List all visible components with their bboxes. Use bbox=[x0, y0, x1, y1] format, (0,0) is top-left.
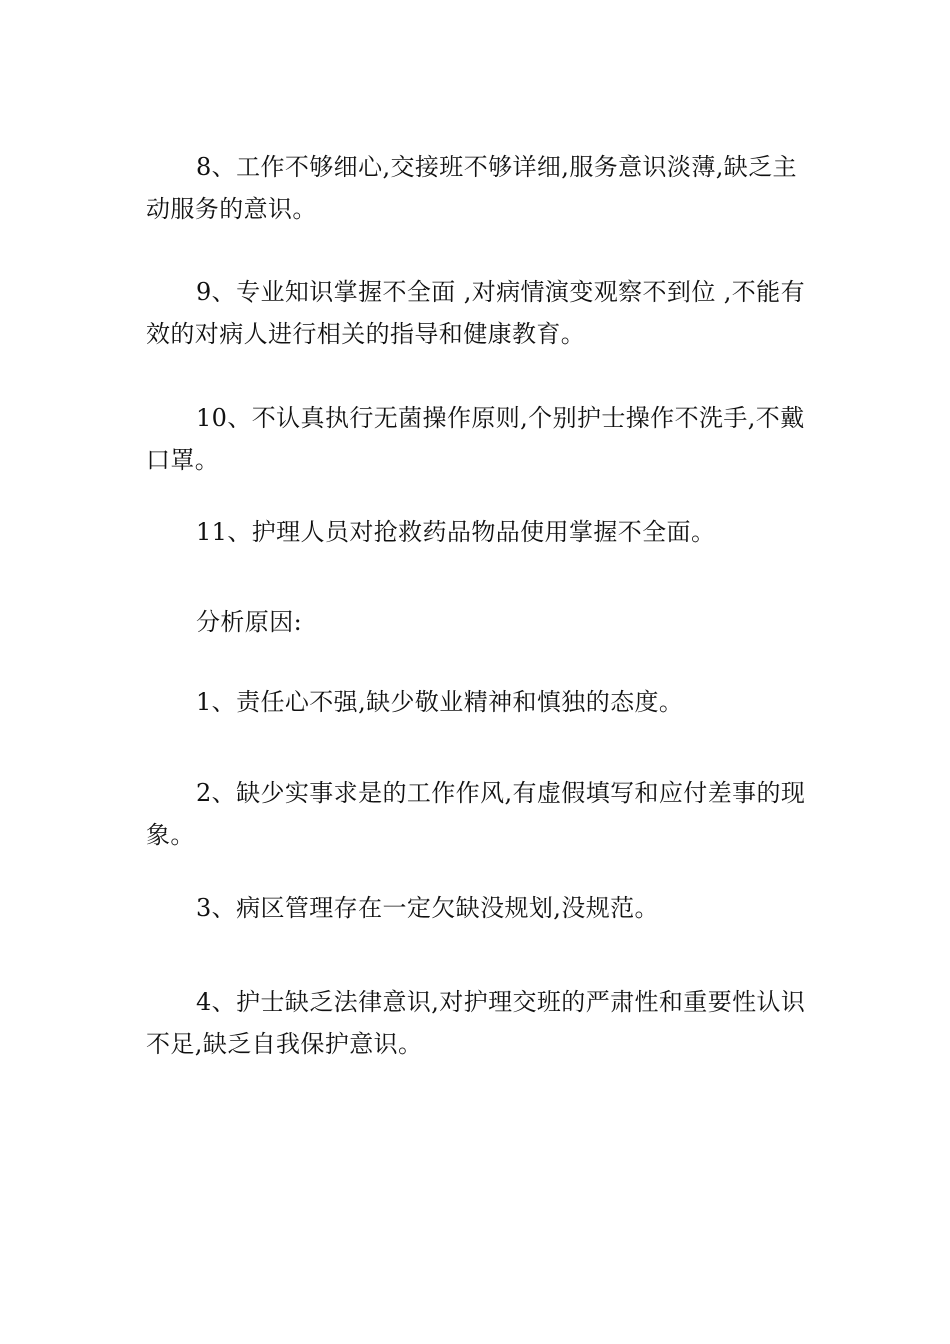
paragraph-item-9: 9、专业知识掌握不全面 ,对病情演变观察不到位 ,不能有效的对病人进行相关的指导和健康教育。 bbox=[146, 278, 805, 348]
section-heading-causes: 分析原因: bbox=[196, 608, 303, 636]
cause-item-3: 3、病区管理存在一定欠缺没规划,没规范。 bbox=[196, 894, 659, 922]
paragraph-item-11: 11、护理人员对抢救药品物品使用掌握不全面。 bbox=[196, 518, 716, 546]
cause-item-2: 2、缺少实事求是的工作作风,有虚假填写和应付差事的现象。 bbox=[146, 779, 806, 849]
paragraph-item-10: 10、不认真执行无菌操作原则,个别护士操作不洗手,不戴口罩。 bbox=[146, 404, 805, 474]
paragraph-item-8: 8、工作不够细心,交接班不够详细,服务意识淡薄,缺乏主动服务的意识。 bbox=[146, 153, 797, 223]
cause-item-4: 4、护士缺乏法律意识,对护理交班的严肃性和重要性认识不足,缺乏自我保护意识。 bbox=[146, 988, 806, 1058]
cause-item-1: 1、责任心不强,缺少敬业精神和慎独的态度。 bbox=[196, 688, 684, 716]
